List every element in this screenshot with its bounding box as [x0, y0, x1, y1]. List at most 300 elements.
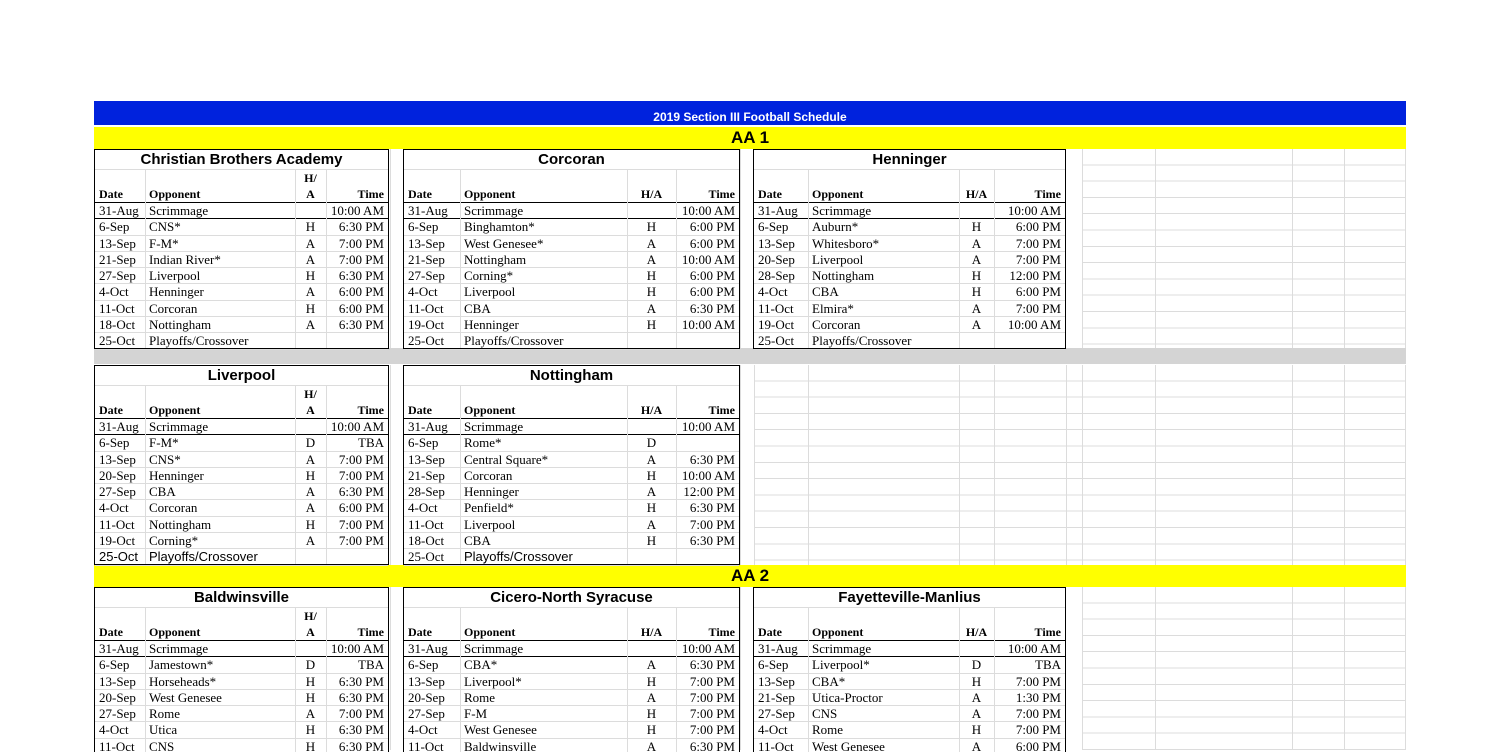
column-divider: [994, 169, 995, 348]
conference-header-aa1: AA 1: [94, 127, 1406, 149]
schedule-row: [404, 284, 739, 300]
opponent: Corcoran: [149, 300, 198, 316]
schedule-row: [95, 203, 388, 219]
game-date: 31-Aug: [99, 419, 139, 434]
opponent: Liverpool: [812, 251, 864, 267]
game-date: 11-Oct: [758, 738, 794, 752]
team-name: Christian Brothers Academy: [95, 150, 388, 170]
schedule-row: [754, 706, 1065, 722]
game-date: 31-Aug: [99, 203, 139, 218]
home-away: A: [305, 317, 316, 333]
game-date: 28-Sep: [758, 268, 795, 284]
game-time: 7:00 PM: [338, 706, 384, 722]
opponent: Liverpool*: [464, 673, 522, 689]
column-divider: [295, 385, 296, 564]
opponent: CBA: [464, 300, 491, 316]
grid-line: [1344, 149, 1345, 348]
team-schedule-baldwinsville: [94, 587, 389, 752]
home-away: H: [646, 317, 657, 333]
opponent: Corcoran: [464, 467, 513, 483]
game-date: 6-Sep: [99, 657, 130, 673]
column-divider: [627, 169, 628, 348]
column-divider: [145, 385, 146, 564]
game-date: 13-Sep: [408, 235, 445, 251]
column-divider: [676, 385, 677, 564]
home-away-header: H/A: [640, 187, 663, 201]
schedule-row: [404, 690, 739, 706]
game-time: 7:00 PM: [1015, 673, 1061, 689]
game-date: 25-Oct: [758, 333, 795, 349]
opponent: Playoffs/Crossover: [464, 333, 564, 349]
schedule-row: [95, 533, 388, 549]
home-away-header: H/A: [965, 187, 988, 201]
grid-line: [1292, 365, 1293, 565]
opponent: Jamestown*: [149, 657, 214, 673]
opponent: CNS: [812, 706, 838, 722]
home-away: A: [971, 706, 982, 722]
game-time: 6:00 PM: [689, 284, 735, 300]
grid-line: [1292, 587, 1293, 750]
opponent: Nottingham: [149, 516, 212, 532]
game-date: 27-Sep: [758, 706, 795, 722]
time-header: Time: [357, 625, 384, 639]
game-date: 13-Sep: [408, 673, 445, 689]
opponent: Henninger: [464, 317, 519, 333]
game-time: 7:00 PM: [338, 235, 384, 251]
column-header-row: [95, 386, 388, 419]
schedule-row: [95, 500, 388, 516]
schedule-row: [95, 252, 388, 268]
game-date: 20-Sep: [99, 689, 136, 705]
home-away: A: [971, 689, 982, 705]
opponent: Scrimmage: [149, 203, 209, 218]
home-away: A: [646, 484, 657, 500]
home-away-header: H/A: [640, 403, 663, 417]
schedule-row: [754, 252, 1065, 268]
opponent: Nottingham: [149, 317, 212, 333]
game-time: 6:30 PM: [689, 533, 735, 549]
schedule-row: [754, 674, 1065, 690]
game-time: 10:00 AM: [681, 419, 735, 434]
opponent: Scrimmage: [149, 419, 209, 434]
schedule-row: [404, 468, 739, 484]
opponent-header: Opponent: [464, 403, 516, 417]
schedule-row: [404, 674, 739, 690]
game-date: 20-Sep: [408, 689, 445, 705]
game-time: 7:00 PM: [338, 251, 384, 267]
home-away: H: [305, 300, 316, 316]
date-header: Date: [408, 403, 432, 417]
schedule-row: [95, 468, 388, 484]
game-time: 10:00 AM: [330, 641, 384, 656]
game-time: 7:00 PM: [689, 673, 735, 689]
opponent-header: Opponent: [464, 187, 516, 201]
opponent: CBA: [464, 533, 491, 549]
time-header: Time: [1034, 187, 1061, 201]
game-date: 19-Oct: [99, 533, 136, 549]
home-away: H: [646, 533, 657, 549]
opponent: Indian River*: [149, 251, 221, 267]
column-divider: [627, 607, 628, 752]
opponent: Scrimmage: [149, 641, 209, 656]
home-away: A: [305, 500, 316, 516]
game-time: 6:30 PM: [338, 673, 384, 689]
date-header: Date: [99, 187, 123, 201]
opponent: F-M*: [149, 235, 179, 251]
game-date: 31-Aug: [408, 641, 448, 656]
game-time: 6:30 PM: [338, 484, 384, 500]
column-divider: [676, 169, 677, 348]
opponent-header: Opponent: [149, 625, 201, 639]
home-away: A: [971, 317, 982, 333]
schedule-row: [404, 484, 739, 500]
time-header: Time: [357, 403, 384, 417]
grid-line: [754, 365, 755, 565]
home-away-header: H/ A: [304, 609, 317, 639]
schedule-row: [404, 301, 739, 317]
opponent: Scrimmage: [464, 203, 524, 218]
schedule-row: [404, 722, 739, 738]
team-name: Corcoran: [404, 150, 739, 170]
game-time: 10:00 AM: [681, 251, 735, 267]
game-time: 7:00 PM: [338, 451, 384, 467]
game-time: 6:30 PM: [689, 451, 735, 467]
home-away: D: [971, 657, 982, 673]
home-away: A: [305, 451, 316, 467]
home-away: H: [305, 516, 316, 532]
opponent: Rome: [812, 722, 844, 738]
opponent: Rome*: [464, 435, 502, 451]
grid-line: [1082, 365, 1083, 565]
game-time: 7:00 PM: [338, 467, 384, 483]
column-divider: [627, 385, 628, 564]
column-divider: [808, 607, 809, 752]
column-divider: [676, 607, 677, 752]
home-away: A: [971, 235, 982, 251]
game-date: 27-Sep: [408, 268, 445, 284]
schedule-row: [404, 641, 739, 657]
game-time: 10:00 AM: [681, 203, 735, 218]
opponent: CNS*: [149, 451, 181, 467]
column-divider: [295, 607, 296, 752]
game-time: 7:00 PM: [689, 689, 735, 705]
game-date: 4-Oct: [408, 284, 438, 300]
home-away: H: [971, 673, 982, 689]
opponent: F-M*: [149, 435, 179, 451]
game-time: 7:00 PM: [689, 516, 735, 532]
home-away-header: H/A: [965, 625, 988, 639]
column-divider: [145, 607, 146, 752]
game-date: 4-Oct: [99, 722, 129, 738]
game-date: 31-Aug: [408, 419, 448, 434]
time-header: Time: [708, 625, 735, 639]
home-away: A: [646, 738, 657, 752]
game-date: 13-Sep: [408, 451, 445, 467]
game-time: 6:00 PM: [689, 235, 735, 251]
home-away: H: [305, 268, 316, 284]
home-away: A: [646, 689, 657, 705]
opponent: CBA*: [464, 657, 498, 673]
opponent: Baldwinsville: [464, 738, 537, 752]
home-away: A: [971, 251, 982, 267]
game-time: TBA: [358, 435, 384, 451]
home-away: A: [646, 516, 657, 532]
game-time: 6:30 PM: [689, 500, 735, 516]
schedule-row: [95, 236, 388, 252]
game-time: 6:30 PM: [338, 722, 384, 738]
opponent: CNS*: [149, 219, 181, 235]
game-date: 11-Oct: [758, 300, 794, 316]
game-date: 20-Sep: [99, 467, 136, 483]
column-header-row: [754, 170, 1065, 203]
schedule-row: [95, 419, 388, 435]
grid-line: [959, 365, 960, 565]
grid-line: [1155, 149, 1156, 348]
home-away: D: [305, 435, 316, 451]
home-away: A: [305, 235, 316, 251]
schedule-row: [95, 739, 388, 752]
schedule-row: [95, 657, 388, 673]
opponent: Nottingham: [464, 251, 527, 267]
team-schedule-corcoran: [403, 149, 740, 349]
game-date: 13-Sep: [99, 451, 136, 467]
home-away: A: [305, 706, 316, 722]
schedule-row: [754, 219, 1065, 235]
column-header-row: [95, 608, 388, 641]
column-divider: [326, 607, 327, 752]
home-away: H: [646, 268, 657, 284]
opponent: Binghamton*: [464, 219, 535, 235]
opponent: Scrimmage: [464, 641, 524, 656]
opponent: Corning*: [464, 268, 514, 284]
game-date: 25-Oct: [408, 549, 445, 565]
game-time: 6:00 PM: [1015, 738, 1061, 752]
game-date: 18-Oct: [99, 317, 136, 333]
home-away: A: [646, 251, 657, 267]
game-date: 11-Oct: [99, 738, 135, 752]
opponent: Henninger: [149, 467, 204, 483]
schedule-row: [95, 722, 388, 738]
game-time: 7:00 PM: [1015, 706, 1061, 722]
game-date: 31-Aug: [758, 641, 798, 656]
schedule-row: [95, 268, 388, 284]
schedule-row: [95, 517, 388, 533]
game-date: 19-Oct: [758, 317, 795, 333]
game-date: 13-Sep: [758, 673, 795, 689]
opponent: Central Square*: [464, 451, 549, 467]
schedule-row: [404, 657, 739, 673]
opponent: West Genesee*: [464, 235, 544, 251]
game-date: 4-Oct: [758, 284, 788, 300]
schedule-row: [754, 284, 1065, 300]
schedule-row: [404, 533, 739, 549]
game-time: 6:30 PM: [689, 657, 735, 673]
home-away: A: [646, 300, 657, 316]
time-header: Time: [1034, 625, 1061, 639]
home-away: H: [305, 738, 316, 752]
home-away: H: [305, 467, 316, 483]
game-time: 6:30 PM: [689, 738, 735, 752]
schedule-row: [404, 268, 739, 284]
schedule-row: [95, 333, 388, 349]
schedule-row: [95, 301, 388, 317]
team-schedule-christian-brothers-academy: [94, 149, 389, 349]
game-time: 12:00 PM: [1009, 268, 1061, 284]
schedule-row: [404, 219, 739, 235]
grid-line: [740, 587, 741, 750]
opponent: CBA*: [812, 673, 846, 689]
column-header-row: [404, 170, 739, 203]
game-time: 7:00 PM: [1015, 300, 1061, 316]
opponent: Whitesboro*: [812, 235, 880, 251]
team-schedule-cicero-north-syracuse: [403, 587, 740, 752]
schedule-row: [754, 657, 1065, 673]
opponent: Nottingham: [812, 268, 875, 284]
home-away: A: [305, 533, 316, 549]
column-divider: [808, 169, 809, 348]
date-header: Date: [408, 187, 432, 201]
home-away: D: [305, 657, 316, 673]
game-time: 10:00 AM: [681, 317, 735, 333]
row-separator: [94, 348, 1406, 364]
schedule-row: [754, 690, 1065, 706]
team-name: Baldwinsville: [95, 588, 388, 608]
home-away-header: H/ A: [304, 171, 317, 201]
home-away: H: [305, 689, 316, 705]
game-date: 27-Sep: [408, 706, 445, 722]
game-time: 6:30 PM: [689, 300, 735, 316]
game-time: 10:00 AM: [681, 641, 735, 656]
game-time: 10:00 AM: [330, 419, 384, 434]
schedule-row: [95, 284, 388, 300]
opponent: Playoffs/Crossover: [149, 333, 249, 349]
team-name: Liverpool: [95, 366, 388, 386]
date-header: Date: [758, 625, 782, 639]
home-away: H: [305, 219, 316, 235]
schedule-row: [95, 435, 388, 451]
game-date: 21-Sep: [99, 251, 136, 267]
grid-line: [1344, 587, 1345, 750]
home-away: H: [646, 722, 657, 738]
opponent: F-M: [464, 706, 488, 722]
game-date: 6-Sep: [99, 435, 130, 451]
opponent: Scrimmage: [812, 203, 872, 218]
home-away: H: [971, 722, 982, 738]
date-header: Date: [408, 625, 432, 639]
game-time: 7:00 PM: [338, 516, 384, 532]
column-divider: [460, 385, 461, 564]
game-time: 6:30 PM: [338, 689, 384, 705]
game-time: 6:00 PM: [689, 219, 735, 235]
schedule-row: [754, 641, 1065, 657]
empty-grid: [1082, 587, 1406, 750]
schedule-row: [95, 452, 388, 468]
schedule-row: [754, 739, 1065, 752]
schedule-row: [404, 203, 739, 219]
team-name: Nottingham: [404, 366, 739, 386]
empty-grid: [1082, 149, 1406, 348]
schedule-row: [404, 517, 739, 533]
schedule-row: [95, 641, 388, 657]
game-date: 6-Sep: [758, 219, 789, 235]
home-away-header: H/A: [640, 625, 663, 639]
schedule-row: [404, 549, 739, 565]
game-time: 7:00 PM: [338, 533, 384, 549]
grid-line: [1155, 365, 1156, 565]
grid-line: [1405, 149, 1406, 348]
game-date: 27-Sep: [99, 706, 136, 722]
time-header: Time: [357, 187, 384, 201]
game-time: 10:00 AM: [1007, 317, 1061, 333]
opponent: Corcoran: [149, 500, 198, 516]
schedule-row: [754, 301, 1065, 317]
schedule-row: [754, 268, 1065, 284]
time-header: Time: [708, 403, 735, 417]
home-away: H: [971, 284, 982, 300]
column-divider: [959, 169, 960, 348]
team-schedule-nottingham: [403, 365, 740, 565]
game-date: 25-Oct: [99, 549, 139, 565]
game-date: 21-Sep: [408, 467, 445, 483]
game-time: 6:00 PM: [1015, 219, 1061, 235]
schedule-row: [404, 739, 739, 752]
game-date: 4-Oct: [99, 284, 129, 300]
grid-line: [808, 365, 809, 565]
grid-line: [1066, 365, 1067, 565]
column-divider: [326, 385, 327, 564]
game-date: 25-Oct: [408, 333, 445, 349]
game-date: 4-Oct: [99, 500, 129, 516]
home-away: H: [646, 219, 657, 235]
game-date: 13-Sep: [99, 235, 136, 251]
game-date: 6-Sep: [99, 219, 130, 235]
opponent: CNS: [149, 738, 175, 752]
opponent: Scrimmage: [464, 419, 524, 434]
column-header-row: [404, 608, 739, 641]
column-divider: [460, 607, 461, 752]
game-date: 6-Sep: [408, 657, 439, 673]
schedule-row: [95, 706, 388, 722]
game-date: 4-Oct: [408, 500, 438, 516]
schedule-row: [404, 419, 739, 435]
team-schedule-liverpool: [94, 365, 389, 565]
game-time: TBA: [358, 657, 384, 673]
opponent: Liverpool*: [812, 657, 870, 673]
opponent: Rome: [464, 689, 496, 705]
opponent: Rome: [149, 706, 181, 722]
game-date: 11-Oct: [408, 738, 444, 752]
grid-line: [994, 365, 995, 565]
home-away: H: [971, 219, 982, 235]
opponent: CBA: [149, 484, 176, 500]
opponent: Corning*: [149, 533, 199, 549]
game-date: 6-Sep: [408, 219, 439, 235]
game-date: 27-Sep: [99, 268, 136, 284]
conference-header-aa2: AA 2: [94, 565, 1406, 587]
opponent-header: Opponent: [812, 187, 864, 201]
game-date: 6-Sep: [408, 435, 439, 451]
home-away: A: [646, 235, 657, 251]
grid-line: [1405, 587, 1406, 750]
schedule-title-banner: [94, 101, 1406, 125]
team-schedule-henninger: [753, 149, 1066, 349]
home-away: A: [305, 484, 316, 500]
column-divider: [994, 607, 995, 752]
opponent: Utica-Proctor: [812, 689, 883, 705]
schedule-row: [754, 203, 1065, 219]
game-time: 6:00 PM: [689, 268, 735, 284]
home-away: A: [971, 738, 982, 752]
